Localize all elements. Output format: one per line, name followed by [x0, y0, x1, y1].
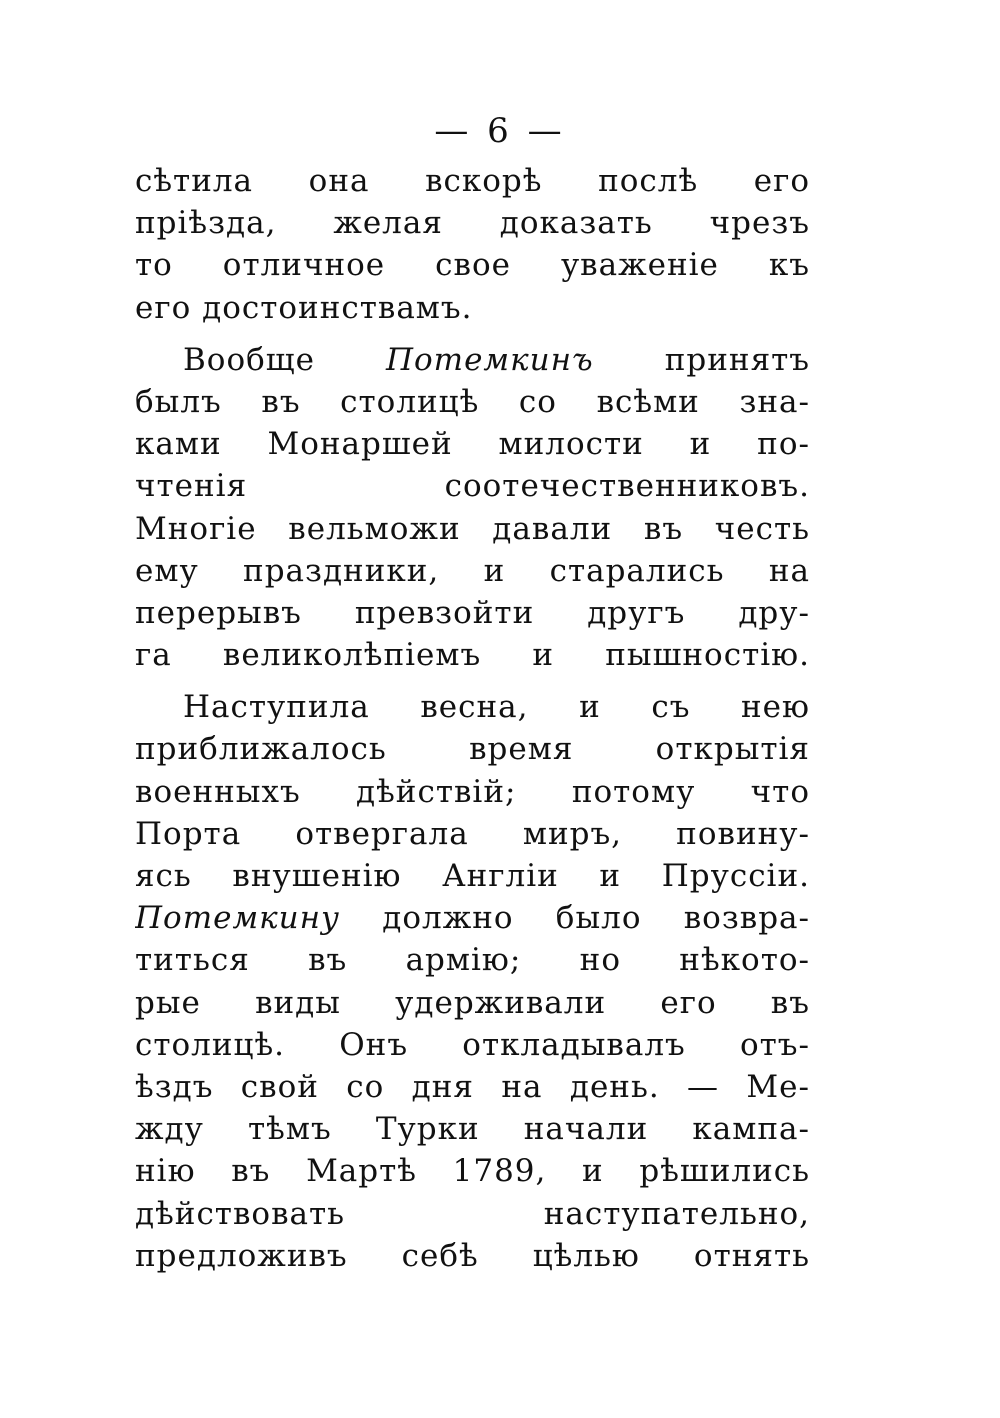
page-number: — 6 —: [434, 111, 566, 151]
text-line: Многіе вельможи давали въ честь: [135, 510, 810, 547]
text-line: [135, 339, 810, 381]
text-fragment: принятъ: [664, 341, 810, 378]
text-line: предложивъ себѣ цѣлью отнять: [135, 1237, 810, 1274]
italic-name: Потемкину: [135, 900, 341, 937]
text-line: столицѣ. Онъ откладывалъ отъ-: [135, 1026, 810, 1063]
text-line: жду тѣмъ Турки начали кампа-: [135, 1111, 810, 1148]
paragraph-gap: [135, 329, 810, 339]
text-line: военныхъ дѣйствій; потому что: [135, 773, 810, 810]
text-line: рые виды удерживали его въ: [135, 984, 810, 1021]
text-line: ками Монаршей милости и по-: [135, 426, 810, 463]
body-text: [135, 160, 810, 1277]
text-fragment: должно было возвра-: [382, 900, 810, 937]
text-line: ѣздъ свой со дня на день. — Ме-: [135, 1068, 810, 1105]
text-line: то отличное свое уваженіе къ: [135, 247, 810, 284]
text-line: былъ въ столицѣ со всѣми зна-: [135, 383, 810, 420]
text-line: ему праздники, и старались на: [135, 552, 810, 589]
paragraph-gap: [135, 676, 810, 686]
text-line: сѣтила она вскорѣ послѣ его: [135, 163, 810, 199]
text-line: Наступила весна, и съ нею: [183, 689, 810, 726]
text-line: га великолѣпіемъ и пышностію.: [135, 637, 810, 674]
text-line: титься въ армію; но нѣкото-: [135, 942, 810, 979]
text-line: перерывъ превзойти другъ дру-: [135, 594, 810, 631]
text-line: пріѣзда, желая доказать чрезъ: [135, 205, 810, 242]
italic-name: Потемкинъ: [385, 341, 594, 378]
text-line: Порта отвергала миръ, повину-: [135, 815, 810, 852]
text-fragment: Вообще: [183, 341, 315, 378]
text-line: его достоинствамъ.: [135, 289, 473, 326]
text-line: [135, 897, 810, 939]
text-line: дѣйствовать наступательно,: [135, 1195, 810, 1232]
text-line: ясь внушенію Англіи и Пруссіи.: [135, 858, 810, 894]
text-line: нію въ Мартѣ 1789, и рѣшились: [135, 1153, 810, 1190]
text-line: приближалось время открытія: [135, 731, 810, 768]
text-line: чтенія соотечественниковъ.: [135, 468, 810, 505]
